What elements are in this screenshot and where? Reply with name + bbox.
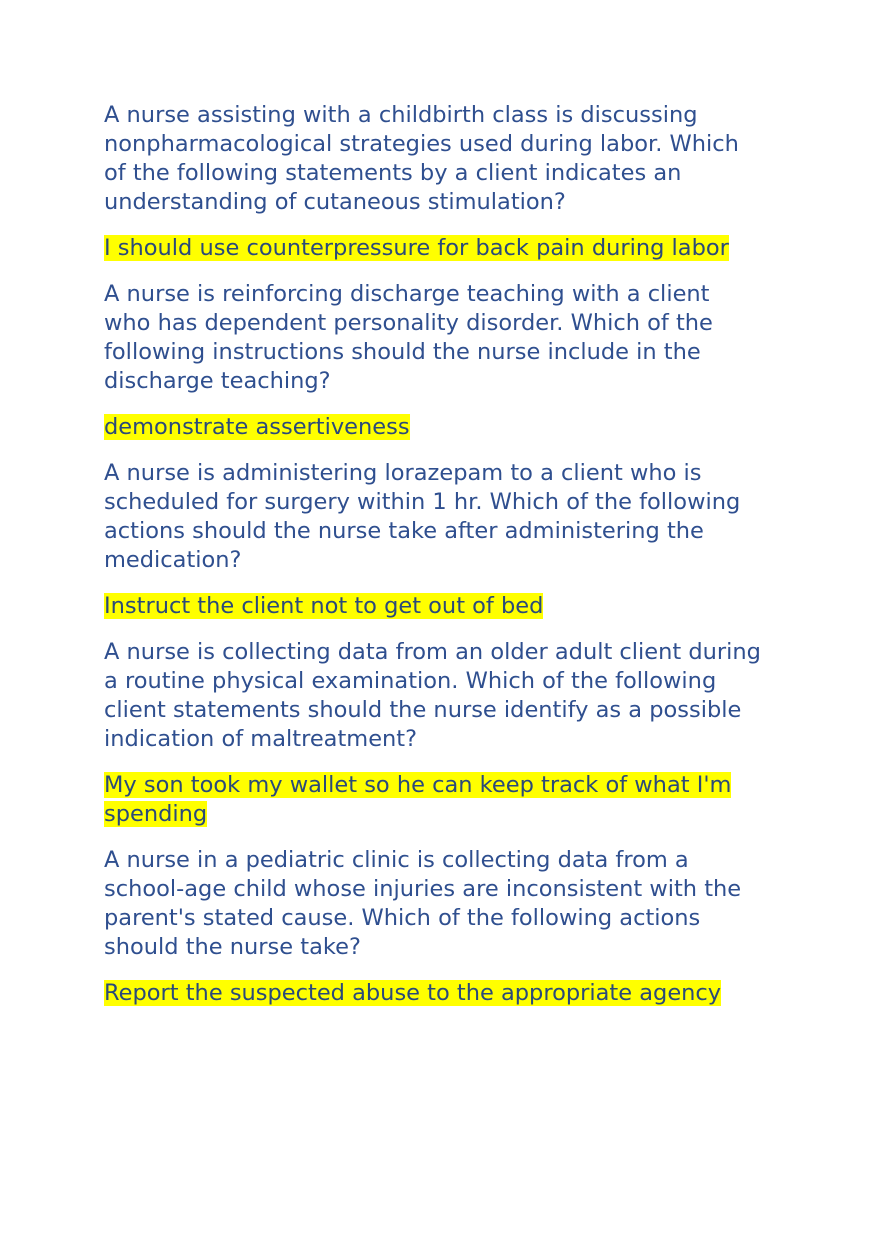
question-1: A nurse assisting with a childbirth class is discussing nonpharmacological strategies used during labor. Which of the following statements by a client indicates an understanding of cutaneous stimulation? <box>104 102 739 215</box>
answer-5 <box>104 979 794 1008</box>
document-body <box>104 101 794 1025</box>
answer-2 <box>104 413 794 442</box>
highlighted-answer-3: Instruct the client not to get out of bed <box>104 593 544 619</box>
answer-3 <box>104 592 794 621</box>
highlighted-answer-2: demonstrate assertiveness <box>104 414 410 440</box>
question-5: A nurse in a pediatric clinic is collecting data from a school-age child whose injuries are inconsistent with the parent's stated cause. Which of the following actions should the nurse take? <box>104 847 742 960</box>
highlighted-answer-1: I should use counterpressure for back pain during labor <box>104 235 729 261</box>
question-2: A nurse is reinforcing discharge teaching with a client who has dependent personality disorder. Which of the following instructions should the nurse include in the discharge teaching? <box>104 281 713 394</box>
highlighted-answer-5: Report the suspected abuse to the appropriate agency <box>104 980 722 1006</box>
question-4: A nurse is collecting data from an older adult client during a routine physical examination. Which of the following client statements should the nurse identify as a possible indication of maltreatment? <box>104 639 761 752</box>
answer-4 <box>104 771 794 829</box>
question-3: A nurse is administering lorazepam to a client who is scheduled for surgery within 1 hr. Which of the following actions should the nurse take after administering the medication? <box>104 460 741 573</box>
answer-1 <box>104 234 794 263</box>
highlighted-answer-4: My son took my wallet so he can keep track of what I'm spending <box>104 772 732 827</box>
